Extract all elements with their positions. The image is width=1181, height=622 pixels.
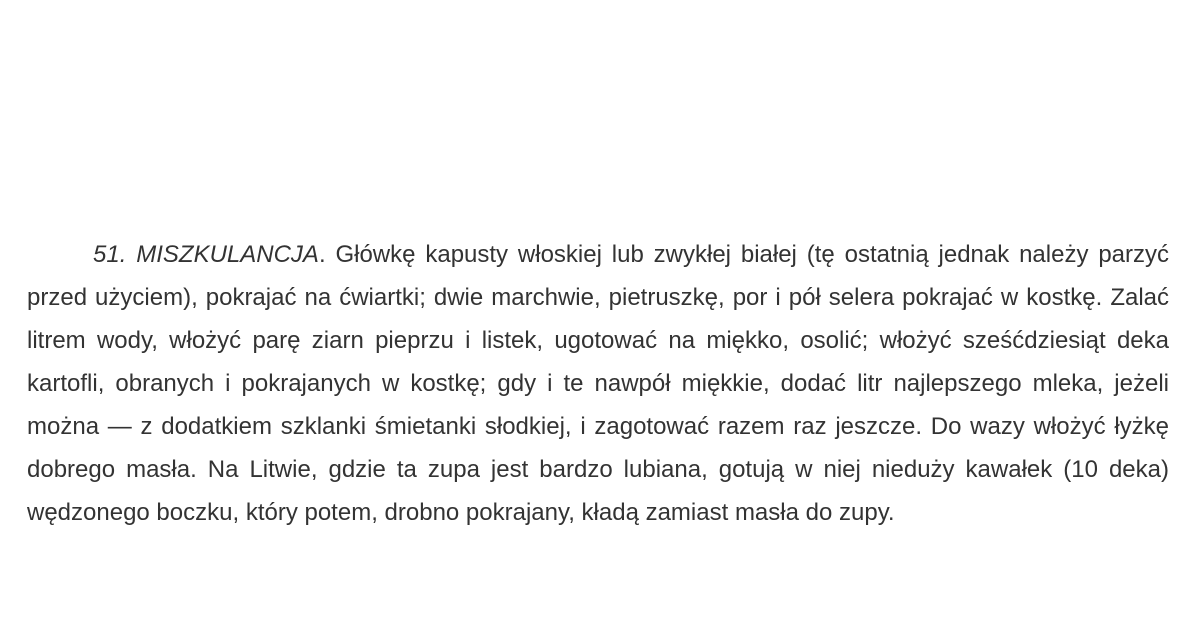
recipe-body: Główkę kapusty włoskiej lub zwykłej białej (tę ostatnią jednak należy parzyć przed użyciem), pokrajać na ćwiartki; dwie marchwie, pietruszkę, por i pół selera pokrajać w kostkę. Zalać litrem wody, włożyć parę ziarn pieprzu i listek, ugotować na miękko, osolić; włożyć sześćdziesiąt deka kartofli, obranych i pokrajanych w kostkę; gdy i te nawpół miękkie, dodać litr najlepszego mleka, jeżeli można — z dodatkiem szklanki śmietanki słodkiej, i zagotować razem raz jeszcze. Do wazy włożyć łyżkę dobrego masła. Na Litwie, gdzie ta zupa jest bardzo lubiana, gotują w niej nieduży kawałek (10 deka) wędzonego boczku, który potem, drobno pokrajany, kładą zamiast masła do zupy.: [27, 241, 1169, 526]
recipe-number: 51.: [93, 241, 127, 268]
recipe-heading: [93, 241, 319, 268]
recipe-title-period: .: [318, 241, 326, 268]
recipe-paragraph: [27, 233, 1169, 534]
recipe-title: MISZKULANCJA: [136, 241, 319, 268]
